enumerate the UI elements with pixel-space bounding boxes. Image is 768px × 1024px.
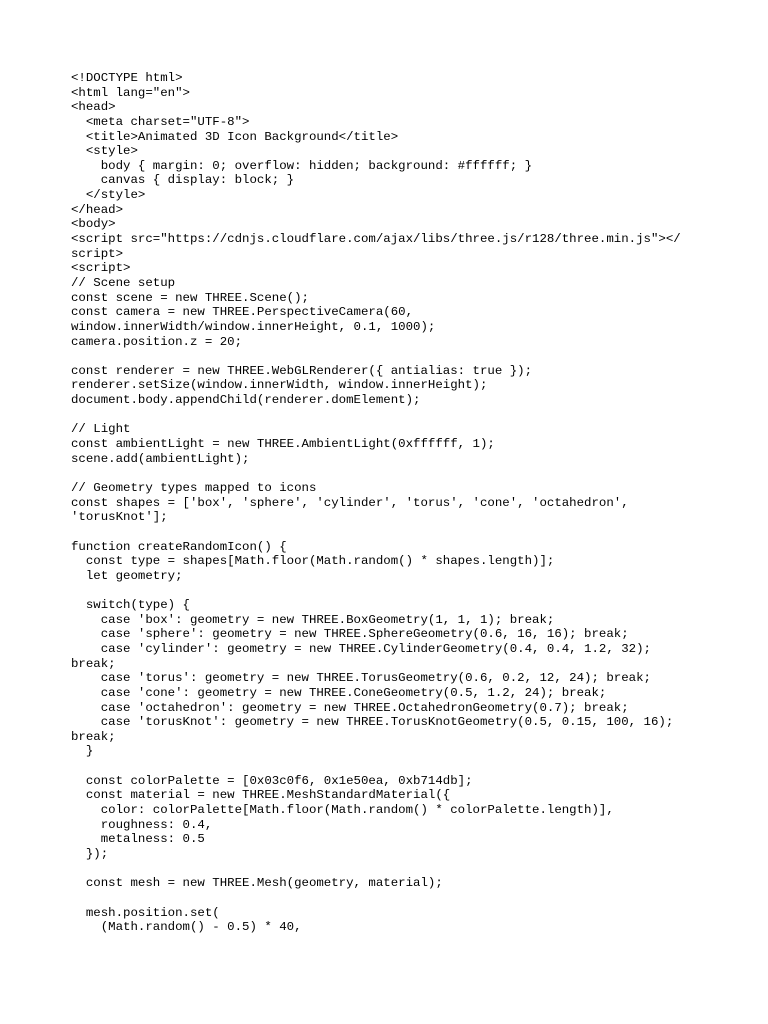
code-line: const material = new THREE.MeshStandardMaterial({ <box>71 788 451 803</box>
code-line: // Light <box>71 422 131 437</box>
code-line: document.body.appendChild(renderer.domElement); <box>71 393 421 408</box>
code-line: 'torusKnot']; <box>71 510 168 525</box>
code-line: case 'cone': geometry = new THREE.ConeGeometry(0.5, 1.2, 24); break; <box>71 685 607 700</box>
code-listing <box>71 71 711 935</box>
code-line: <script> <box>71 261 131 276</box>
code-line: body { margin: 0; overflow: hidden; background: #ffffff; } <box>71 158 533 173</box>
code-line: case 'torus': geometry = new THREE.TorusGeometry(0.6, 0.2, 12, 24); break; <box>71 671 651 686</box>
code-line <box>71 862 711 877</box>
code-line: (Math.random() - 0.5) * 40, <box>71 920 302 935</box>
code-line: function createRandomIcon() { <box>71 539 287 554</box>
code-line <box>71 349 711 364</box>
code-line: const scene = new THREE.Scene(); <box>71 290 309 305</box>
code-line: case 'box': geometry = new THREE.BoxGeometry(1, 1, 1); break; <box>71 612 555 627</box>
code-line: switch(type) { <box>71 598 190 613</box>
code-line: </head> <box>71 202 124 217</box>
code-line: const type = shapes[Math.floor(Math.random() * shapes.length)]; <box>71 554 555 569</box>
code-line: break; <box>71 729 116 744</box>
code-line: // Geometry types mapped to icons <box>71 480 317 495</box>
code-line: const colorPalette = [0x03c0f6, 0x1e50ea, 0xb714db]; <box>71 773 473 788</box>
code-line: // Scene setup <box>71 275 176 290</box>
code-line: const ambientLight = new THREE.AmbientLight(0xffffff, 1); <box>71 437 495 452</box>
code-line: case 'torusKnot': geometry = new THREE.TorusKnotGeometry(0.5, 0.15, 100, 16); <box>71 715 674 730</box>
code-line: window.innerWidth/window.innerHeight, 0.1, 1000); <box>71 319 436 334</box>
code-line: } <box>71 744 94 759</box>
code-line: const mesh = new THREE.Mesh(geometry, material); <box>71 876 443 891</box>
code-line <box>71 891 711 906</box>
code-line: <style> <box>71 144 138 159</box>
code-line <box>71 408 711 423</box>
code-line: canvas { display: block; } <box>71 173 295 188</box>
code-line <box>71 759 711 774</box>
code-line: case 'sphere': geometry = new THREE.SphereGeometry(0.6, 16, 16); break; <box>71 627 629 642</box>
code-line: roughness: 0.4, <box>71 817 213 832</box>
code-line: <title>Animated 3D Icon Background</title> <box>71 129 399 144</box>
code-line: break; <box>71 656 116 671</box>
code-line: <!DOCTYPE html> <box>71 71 183 85</box>
code-line: <html lang="en"> <box>71 85 190 100</box>
code-line: <script src="https://cdnjs.cloudflare.com/ajax/libs/three.js/r128/three.min.js"></ <box>71 232 681 247</box>
code-line: const renderer = new THREE.WebGLRenderer({ antialias: true }); <box>71 363 533 378</box>
code-line: metalness: 0.5 <box>71 832 205 847</box>
code-line: const shapes = ['box', 'sphere', 'cylinder', 'torus', 'cone', 'octahedron', <box>71 495 629 510</box>
code-line: <body> <box>71 217 116 232</box>
code-line: let geometry; <box>71 568 183 583</box>
code-line: case 'cylinder': geometry = new THREE.CylinderGeometry(0.4, 0.4, 1.2, 32); <box>71 641 651 656</box>
code-line <box>71 525 711 540</box>
code-line <box>71 583 711 598</box>
code-line: const camera = new THREE.PerspectiveCamera(60, <box>71 305 414 320</box>
code-line: mesh.position.set( <box>71 905 220 920</box>
code-line: case 'octahedron': geometry = new THREE.OctahedronGeometry(0.7); break; <box>71 700 629 715</box>
code-line: }); <box>71 846 109 861</box>
code-line: <meta charset="UTF-8"> <box>71 114 250 129</box>
code-line <box>71 466 711 481</box>
code-line: camera.position.z = 20; <box>71 334 243 349</box>
code-line: script> <box>71 246 124 261</box>
code-line: color: colorPalette[Math.floor(Math.random() * colorPalette.length)], <box>71 803 614 818</box>
code-line: renderer.setSize(window.innerWidth, window.innerHeight); <box>71 378 488 393</box>
code-line: </style> <box>71 188 146 203</box>
code-line: scene.add(ambientLight); <box>71 451 250 466</box>
code-line: <head> <box>71 100 116 115</box>
